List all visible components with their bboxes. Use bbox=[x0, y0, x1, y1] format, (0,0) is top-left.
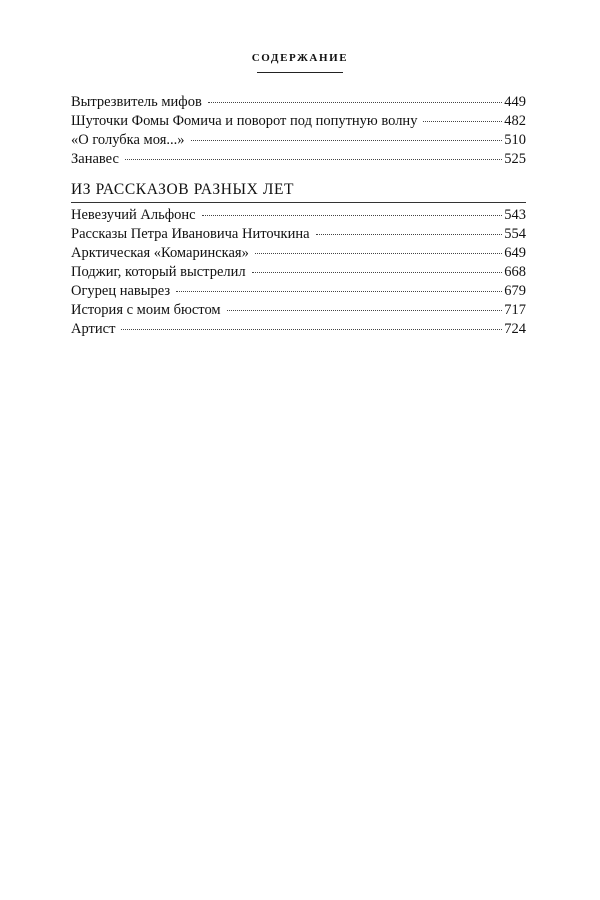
toc-dot-leader bbox=[202, 214, 503, 216]
toc-entry[interactable] bbox=[71, 320, 526, 339]
toc-entry-title: Артист bbox=[71, 321, 116, 337]
toc-entry-page: 679 bbox=[504, 283, 526, 299]
running-header bbox=[0, 48, 600, 73]
toc-dot-leader bbox=[176, 290, 502, 292]
page-title: СОДЕРЖАНИЕ bbox=[251, 52, 349, 64]
toc-entry[interactable] bbox=[71, 131, 526, 150]
toc-dot-leader bbox=[252, 271, 503, 273]
toc-entry[interactable] bbox=[71, 244, 526, 263]
toc-entry[interactable] bbox=[71, 301, 526, 320]
toc-dot-leader bbox=[423, 120, 502, 122]
toc-entry-title: Невезучий Альфонс bbox=[71, 207, 196, 223]
toc-entry-page: 482 bbox=[504, 113, 526, 129]
toc-entry-page: 554 bbox=[504, 226, 526, 242]
section-heading: ИЗ РАССКАЗОВ РАЗНЫХ ЛЕТ bbox=[71, 181, 295, 198]
toc-entry-title: «О голубка моя...» bbox=[71, 132, 185, 148]
toc-entry-title: Арктическая «Комаринская» bbox=[71, 245, 249, 261]
toc-entry[interactable] bbox=[71, 150, 526, 169]
header-rule bbox=[257, 72, 343, 73]
toc-entry-title: Поджиг, который выстрелил bbox=[71, 264, 246, 280]
toc-entry-page: 449 bbox=[504, 94, 526, 110]
toc-dot-leader bbox=[208, 101, 502, 103]
toc-entry-title: Вытрезвитель мифов bbox=[71, 94, 202, 110]
toc-entry-page: 525 bbox=[504, 151, 526, 167]
section-rule bbox=[71, 202, 526, 203]
toc-entry[interactable] bbox=[71, 282, 526, 301]
toc-dot-leader bbox=[191, 139, 503, 141]
toc-entry-page: 668 bbox=[504, 264, 526, 280]
toc-entry[interactable] bbox=[71, 225, 526, 244]
toc-group-1 bbox=[71, 93, 526, 169]
toc-dot-leader bbox=[255, 252, 502, 254]
toc-entry-title: Огурец навырез bbox=[71, 283, 171, 299]
toc-entry[interactable] bbox=[71, 112, 526, 131]
toc-entry[interactable] bbox=[71, 206, 526, 225]
toc-entry-page: 649 bbox=[504, 245, 526, 261]
toc-entry-title: Шуточки Фомы Фомича и поворот под попутную волну bbox=[71, 113, 418, 129]
toc-entry-title: История с моим бюстом bbox=[71, 302, 221, 318]
toc-entry-page: 510 bbox=[504, 132, 526, 148]
toc-entry-title: Рассказы Петра Ивановича Ниточкина bbox=[71, 226, 310, 242]
toc-dot-leader bbox=[227, 309, 503, 311]
toc-dot-leader bbox=[121, 328, 502, 330]
toc-dot-leader bbox=[316, 233, 503, 235]
toc-entry[interactable] bbox=[71, 263, 526, 282]
toc-entry-page: 543 bbox=[504, 207, 526, 223]
toc-entry[interactable] bbox=[71, 93, 526, 112]
toc-entry-title: Занавес bbox=[71, 151, 119, 167]
toc-dot-leader bbox=[125, 158, 502, 160]
toc-entry-page: 724 bbox=[504, 321, 526, 337]
toc-entry-page: 717 bbox=[504, 302, 526, 318]
toc-section-stories bbox=[71, 180, 526, 339]
